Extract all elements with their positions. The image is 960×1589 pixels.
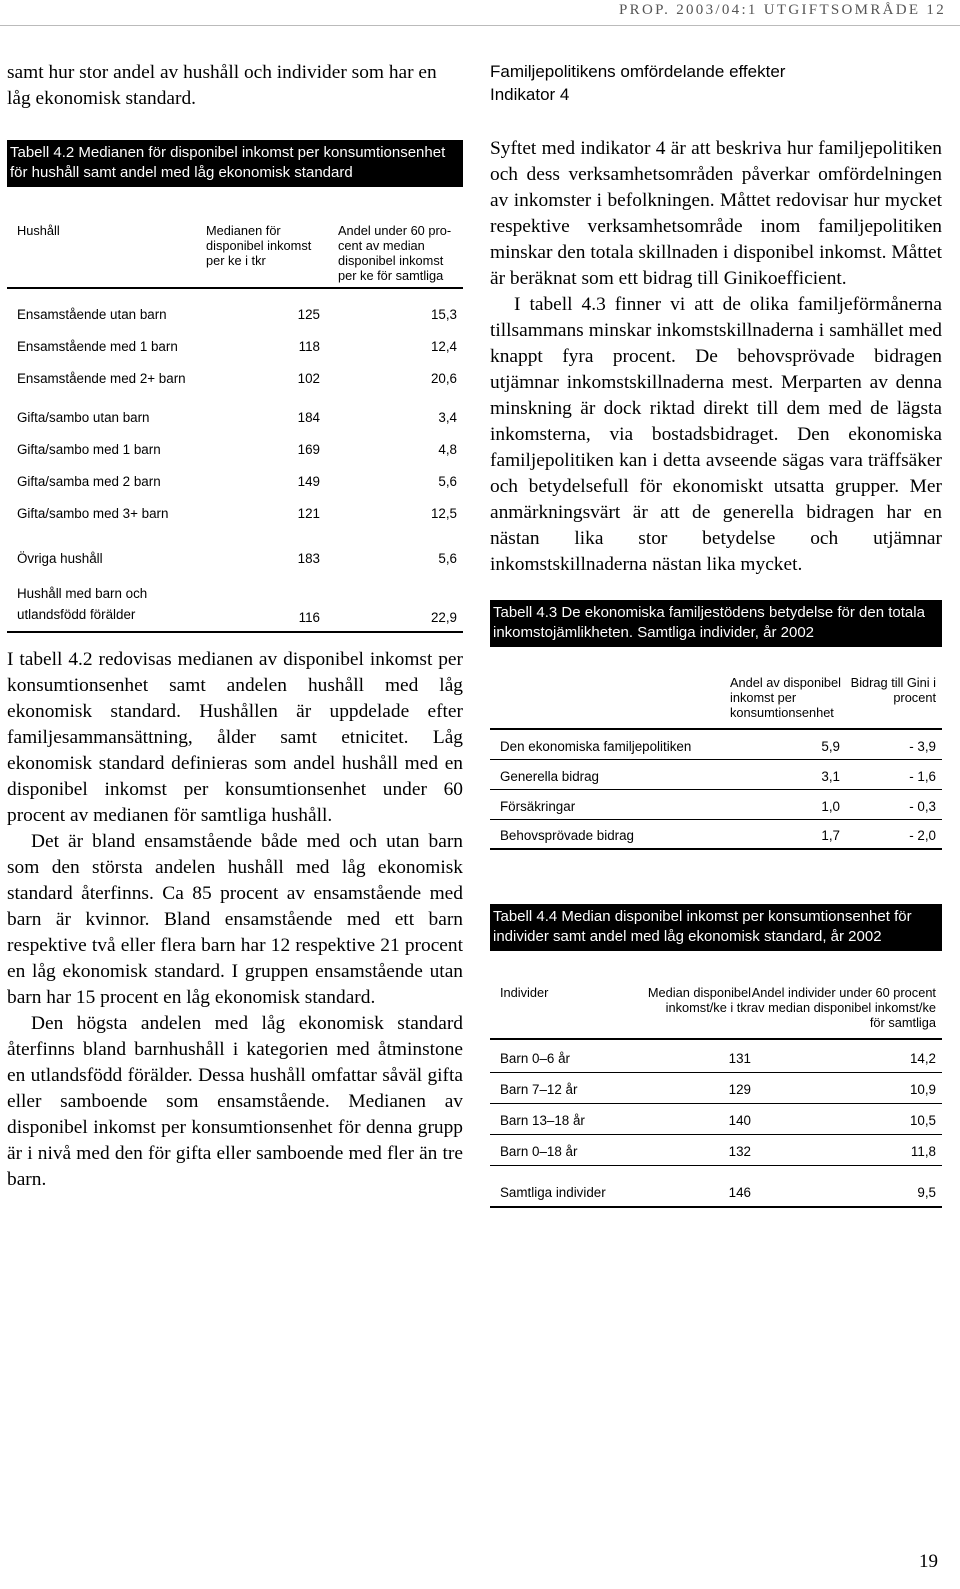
- section-subheading: Indikator 4: [490, 85, 570, 104]
- row-share: 11,8: [751, 1134, 942, 1165]
- paragraph: I tabell 4.2 redovisas medianen av disponibel inkomst per konsumtionsenhet samt andelen hushåll med låg ekonomisk standard. Hushållen är uppdelade efter familjesammansättning, ålder samt etnicitet. Låg ekonomisk standard definieras som andel hushåll med en disponibel inkomst per konsumtionsenhet under 60 procent av medianen för samtliga hushåll.: [7, 649, 463, 826]
- table-row: [490, 1039, 942, 1072]
- row-share: 1,0: [730, 789, 850, 819]
- header-rule: [0, 25, 960, 26]
- row-share: 10,5: [751, 1103, 942, 1134]
- row-share: 5,6: [438, 551, 457, 566]
- table-row: [490, 789, 942, 819]
- row-share: 5,6: [438, 474, 457, 489]
- intro-text: samt hur stor andel av hushåll och individer som har en låg ekonomisk standard.: [7, 62, 437, 109]
- table-row: [490, 1103, 942, 1134]
- table-row: [490, 729, 942, 759]
- row-median: 132: [636, 1134, 751, 1165]
- row-label: Barn 0–6 år: [490, 1039, 636, 1072]
- row-label: Den ekonomiska familjepolitiken: [490, 729, 730, 759]
- row-median: 116: [206, 566, 326, 632]
- col-header-median: Median disponibel inkomst/ke i tkr: [636, 985, 751, 1039]
- row-share: 1,7: [730, 819, 850, 849]
- row-gini: - 2,0: [850, 819, 942, 849]
- section-heading: Familjepolitikens omfördelande effekter: [490, 62, 786, 81]
- row-median: 121: [297, 506, 320, 521]
- row-label: [7, 566, 206, 632]
- page-number: 19: [919, 1551, 938, 1572]
- table-4-2: [7, 223, 463, 633]
- right-body: [490, 136, 942, 578]
- row-label-line1: Hushåll med barn och: [17, 586, 148, 601]
- table-row: [7, 457, 463, 489]
- table-4-2-title: Tabell 4.2 Medianen för disponibel inkomst per konsumtionsenhet för hushåll samt andel med låg ekonomisk standard: [7, 140, 463, 187]
- row-label: Barn 13–18 år: [490, 1103, 636, 1134]
- row-median: 183: [297, 551, 320, 566]
- table-row: [7, 354, 463, 386]
- row-share: 5,9: [730, 729, 850, 759]
- row-label: Gifta/sambo utan barn: [17, 410, 150, 425]
- row-median: 118: [298, 339, 320, 354]
- table-4-4-title: Tabell 4.4 Median disponibel inkomst per konsumtionsenhet för individer samt andel med låg ekonomisk standard, år 2002: [490, 904, 942, 951]
- row-gini: - 0,3: [850, 789, 942, 819]
- paragraph: Den högsta andelen med låg ekonomisk standard återfinns bland barnhushåll i kategorien med åtminstone en utlandsfödd förälder. Dessa hushåll omfattar såväl gifta eller samboende som ensamstående. Medianen av disponibel inkomst per konsumtionsenhet för denna grupp är i nivå med den för gifta eller samboende med fler än tre barn.: [7, 1013, 463, 1190]
- col-header-median: Medianen för disponibel inkomst per ke i tkr: [206, 223, 326, 288]
- row-share: 3,1: [730, 759, 850, 789]
- row-share: 15,3: [430, 307, 457, 322]
- left-body: [7, 647, 463, 1193]
- row-median: 169: [297, 442, 320, 457]
- table-row: [7, 322, 463, 354]
- row-median: 184: [297, 410, 320, 425]
- table-row: [7, 566, 463, 632]
- table-4-3: [490, 675, 942, 850]
- table-row: [490, 759, 942, 789]
- table-4-4: [490, 985, 942, 1208]
- row-label: Ensamstående med 1 barn: [17, 339, 178, 354]
- col-header-share: Andel individer under 60 procent av median disponibel inkomst/ke för samtliga: [751, 985, 942, 1039]
- row-share: 14,2: [751, 1039, 942, 1072]
- row-median: 102: [297, 371, 320, 386]
- row-label: Behovsprövade bidrag: [490, 819, 730, 849]
- row-median: 146: [636, 1165, 751, 1207]
- row-share: 10,9: [751, 1072, 942, 1103]
- table-row: [490, 1134, 942, 1165]
- row-label: Samtliga individer: [490, 1165, 636, 1207]
- row-share: 22,9: [326, 566, 463, 632]
- row-label: Generella bidrag: [490, 759, 730, 789]
- col-header-individer: Individer: [490, 985, 636, 1039]
- col-header-empty: [490, 675, 730, 729]
- row-label: Ensamstående utan barn: [17, 307, 167, 322]
- row-share: 12,5: [430, 506, 457, 521]
- row-median: 125: [297, 307, 320, 322]
- row-label: Barn 7–12 år: [490, 1072, 636, 1103]
- col-header-share: Andel under 60 pro-cent av median disponibel inkomst per ke för samtliga: [326, 223, 463, 288]
- row-label: Gifta/sambo med 3+ barn: [17, 506, 169, 521]
- table-row: [490, 1165, 942, 1207]
- row-label: Barn 0–18 år: [490, 1134, 636, 1165]
- row-median: 129: [636, 1072, 751, 1103]
- row-gini: - 1,6: [850, 759, 942, 789]
- col-header-gini: Bidrag till Gini i procent: [850, 675, 942, 729]
- table-row: [7, 489, 463, 521]
- table-row: [7, 521, 463, 566]
- row-label: Gifta/sambo med 1 barn: [17, 442, 161, 457]
- row-share: 9,5: [751, 1165, 942, 1207]
- table-header-row: [490, 675, 942, 729]
- row-share: 12,4: [430, 339, 457, 354]
- running-head: PROP. 2003/04:1 UTGIFTSOMRÅDE 12: [619, 2, 946, 18]
- paragraph: I tabell 4.3 finner vi att de olika familjeförmånerna tillsammans minskar inkomstskillnaderna i samhället med knappt fyra procent. De behovsprövade bidragen utjämnar inkomstskillnaderna mest. Merparten av denna minskning är dock riktad direkt till dem med de lägsta inkomsterna, via bostadsbidraget. Den ekonomiska familjepolitiken kan i detta avseende sägas vara träffsäker och betydelsefull för ekonomiskt utsatta grupper. Mer anmärkningsvärt är att de generella bidragen har en nästan lika stor betydelse och utjämnar inkomstskillnaderna nästan lika mycket.: [490, 294, 942, 575]
- row-label: Ensamstående med 2+ barn: [17, 371, 186, 386]
- row-label-line2: utlandsfödd förälder: [17, 607, 136, 622]
- table-row: [7, 288, 463, 322]
- table-row: [490, 1072, 942, 1103]
- row-gini: - 3,9: [850, 729, 942, 759]
- table-row: [490, 819, 942, 849]
- row-label: Försäkringar: [490, 789, 730, 819]
- table-4-3-title: Tabell 4.3 De ekonomiska familjestödens betydelse för den totala inkomstojämlikheten. Samtliga individer, år 2002: [490, 600, 942, 647]
- table-row: [7, 386, 463, 425]
- paragraph: Syftet med indikator 4 är att beskriva hur familjepolitiken och dess verksamhetsområden påverkar omfördelningen av inkomster i befolkningen. Måttet redovisar hur mycket respektive verksamhetsområde inom familjepolitiken minskar den totala skillnaden i disponibel inkomst. Måttet är beräknat som ett bidrag till Ginikoefficient.: [490, 138, 942, 289]
- table-header-row: [7, 223, 463, 288]
- row-share: 3,4: [438, 410, 457, 425]
- paragraph: Det är bland ensamstående både med och utan barn som den största andelen hushåll med låg ekonomisk standard återfinns. Ca 85 procent av ensamstående med barn är kvinnor. Bland ensamstående med ett barn respektive två eller flera barn har 12 respektive 21 procent en låg ekonomisk standard. I gruppen ensamstående utan barn har 15 procent en låg ekonomisk standard.: [7, 831, 463, 1008]
- row-share: 4,8: [438, 442, 457, 457]
- row-median: 140: [636, 1103, 751, 1134]
- row-label: Övriga hushåll: [17, 551, 103, 566]
- table-header-row: [490, 985, 942, 1039]
- col-header-share: Andel av disponibel inkomst per konsumtionsenhet: [730, 675, 850, 729]
- left-column: [7, 60, 463, 1193]
- col-header-hushall: Hushåll: [7, 223, 206, 288]
- row-share: 20,6: [430, 371, 457, 386]
- table-row: [7, 425, 463, 457]
- row-label: Gifta/samba med 2 barn: [17, 474, 161, 489]
- row-median: 131: [636, 1039, 751, 1072]
- right-column: [490, 60, 942, 1208]
- row-median: 149: [297, 474, 320, 489]
